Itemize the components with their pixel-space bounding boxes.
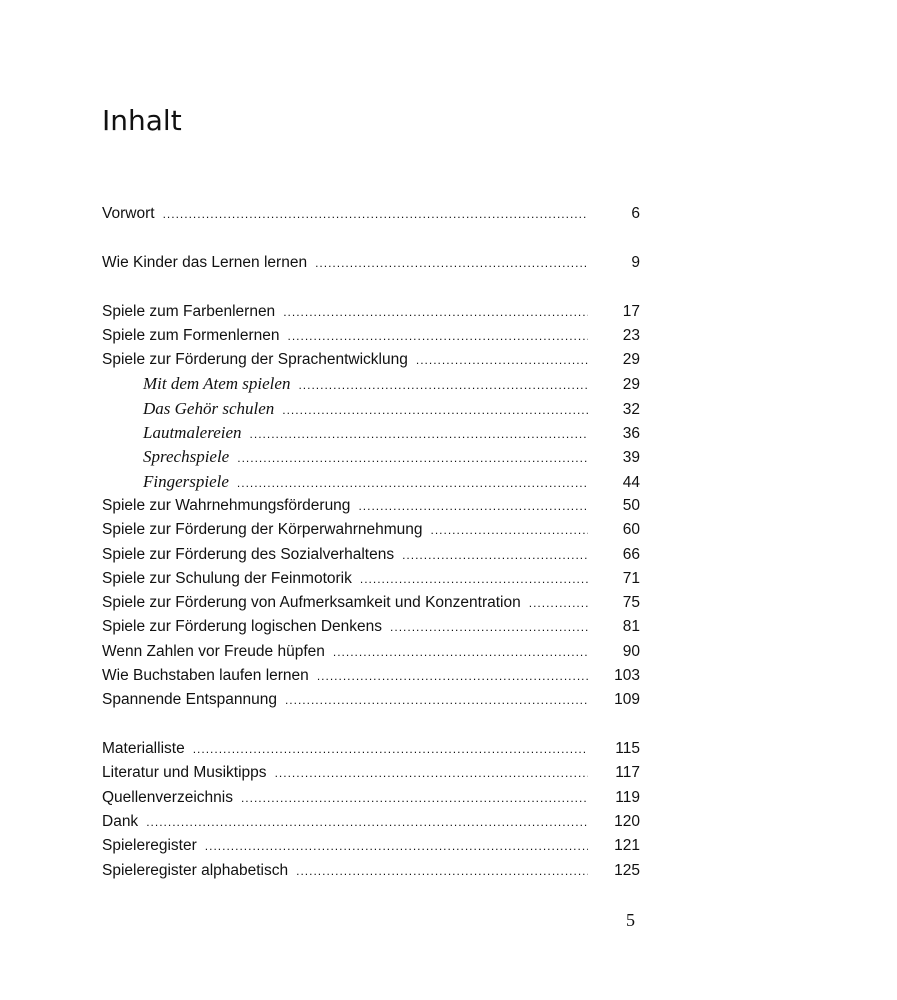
toc-entry-label: Sprechspiele <box>143 447 230 467</box>
toc-entry <box>102 567 640 591</box>
leader-dots <box>416 348 588 372</box>
toc-entry-page: 103 <box>614 667 640 685</box>
toc-entry-page: 120 <box>614 813 640 831</box>
toc-entry-page: 90 <box>622 642 640 660</box>
toc-entry-label: Fingerspiele <box>143 471 229 491</box>
toc-entry-label: Spiele zur Schulung der Feinmotorik <box>102 569 352 587</box>
toc-entry-label: Spieleregister <box>102 837 197 855</box>
toc-entry-label: Spiele zur Förderung der Körperwahrnehmung <box>102 521 423 539</box>
toc-entry-page: 115 <box>615 740 640 758</box>
toc-entry <box>102 251 640 275</box>
leader-dots <box>241 786 588 810</box>
toc-entry <box>102 640 640 664</box>
leader-dots <box>360 567 588 591</box>
toc-entry <box>102 859 640 883</box>
leader-dots <box>275 761 588 785</box>
leader-dots <box>287 324 588 348</box>
toc-entry <box>102 494 640 518</box>
leader-dots <box>163 202 588 226</box>
toc-entry-label: Spiele zur Förderung des Sozialverhaltens <box>102 545 395 563</box>
toc-entry-label: Wie Kinder das Lernen lernen <box>102 253 308 271</box>
toc-entry-page: 50 <box>622 496 640 514</box>
toc-entry-label: Spieleregister alphabetisch <box>102 861 289 879</box>
toc-entry-page: 109 <box>614 691 640 709</box>
toc-entry-page: 9 <box>631 253 640 271</box>
toc-entry-page: 121 <box>614 837 640 855</box>
toc-entry-page: 32 <box>622 400 640 418</box>
table-of-contents <box>102 202 640 883</box>
toc-entry-label: Materialliste <box>102 740 185 758</box>
toc-entry-label: Spiele zum Formenlernen <box>102 326 280 344</box>
toc-entry-page: 17 <box>622 302 640 320</box>
toc-entry-label: Spiele zur Förderung von Aufmerksamkeit und Konzentration <box>102 594 521 612</box>
toc-entry-label: Lautmalereien <box>143 423 242 443</box>
toc-entry-page: 44 <box>622 473 640 491</box>
leader-dots <box>285 688 588 712</box>
toc-entry-label: Spiele zur Förderung der Sprachentwicklung <box>102 351 408 369</box>
toc-entry-page: 81 <box>622 618 640 636</box>
toc-entry <box>102 688 640 712</box>
toc-entry-label: Spannende Entspannung <box>102 691 277 709</box>
toc-entry-page: 117 <box>615 764 640 782</box>
leader-dots <box>282 398 588 422</box>
toc-entry-label: Mit dem Atem spielen <box>143 374 291 394</box>
leader-dots <box>283 300 588 324</box>
toc-entry-page: 125 <box>614 861 640 879</box>
leader-dots <box>237 446 588 470</box>
toc-entry-label: Quellenverzeichnis <box>102 788 233 806</box>
leader-dots <box>317 664 588 688</box>
toc-entry <box>102 324 640 348</box>
toc-entry-page: 71 <box>622 569 640 587</box>
toc-entry-page: 23 <box>622 326 640 344</box>
toc-entry-page: 29 <box>622 376 640 394</box>
toc-entry-page: 29 <box>622 351 640 369</box>
toc-entry-page: 60 <box>622 521 640 539</box>
toc-entry-label: Das Gehör schulen <box>143 398 275 418</box>
page-title: Inhalt <box>102 104 182 137</box>
leader-dots <box>237 471 588 495</box>
toc-subentry <box>102 372 640 396</box>
toc-entry-label: Spiele zur Förderung logischen Denkens <box>102 618 383 636</box>
leader-dots <box>333 640 588 664</box>
toc-entry <box>102 615 640 639</box>
toc-entry-page: 75 <box>622 594 640 612</box>
toc-entry <box>102 834 640 858</box>
toc-entry <box>102 737 640 761</box>
toc-entry <box>102 543 640 567</box>
toc-entry <box>102 300 640 324</box>
toc-entry <box>102 518 640 542</box>
leader-dots <box>390 615 588 639</box>
toc-entry-page: 6 <box>631 205 640 222</box>
page-number: 5 <box>626 910 635 930</box>
toc-entry-label: Spiele zur Wahrnehmungsförderung <box>102 496 351 514</box>
toc-entry-page: 39 <box>622 449 640 467</box>
toc-entry <box>102 761 640 785</box>
toc-entry-page: 36 <box>622 425 640 443</box>
toc-subentry <box>102 445 640 469</box>
toc-entry <box>102 810 640 834</box>
leader-dots <box>315 251 588 275</box>
leader-dots <box>402 543 588 567</box>
toc-subentry <box>102 397 640 421</box>
leader-dots <box>296 859 588 883</box>
toc-entry-page: 66 <box>622 545 640 563</box>
toc-entry <box>102 664 640 688</box>
toc-entry-label: Literatur und Musiktipps <box>102 764 267 782</box>
leader-dots <box>431 518 588 542</box>
toc-subentry <box>102 421 640 445</box>
leader-dots <box>358 494 588 518</box>
toc-entry-page: 119 <box>615 788 640 806</box>
leader-dots <box>205 834 588 858</box>
leader-dots <box>193 737 588 761</box>
toc-entry <box>102 786 640 810</box>
leader-dots <box>250 422 588 446</box>
toc-entry <box>102 348 640 372</box>
toc-entry-label: Wie Buchstaben laufen lernen <box>102 667 309 685</box>
toc-subentry <box>102 470 640 494</box>
toc-entry-label: Dank <box>102 813 139 831</box>
leader-dots <box>146 810 588 834</box>
toc-entry <box>102 591 640 615</box>
toc-entry-label: Wenn Zahlen vor Freude hüpfen <box>102 642 325 660</box>
leader-dots <box>298 373 588 397</box>
toc-entry-label: Spiele zum Farbenlernen <box>102 302 276 320</box>
leader-dots <box>529 591 588 615</box>
toc-entry-label: Vorwort <box>102 205 155 222</box>
toc-entry <box>102 202 640 226</box>
